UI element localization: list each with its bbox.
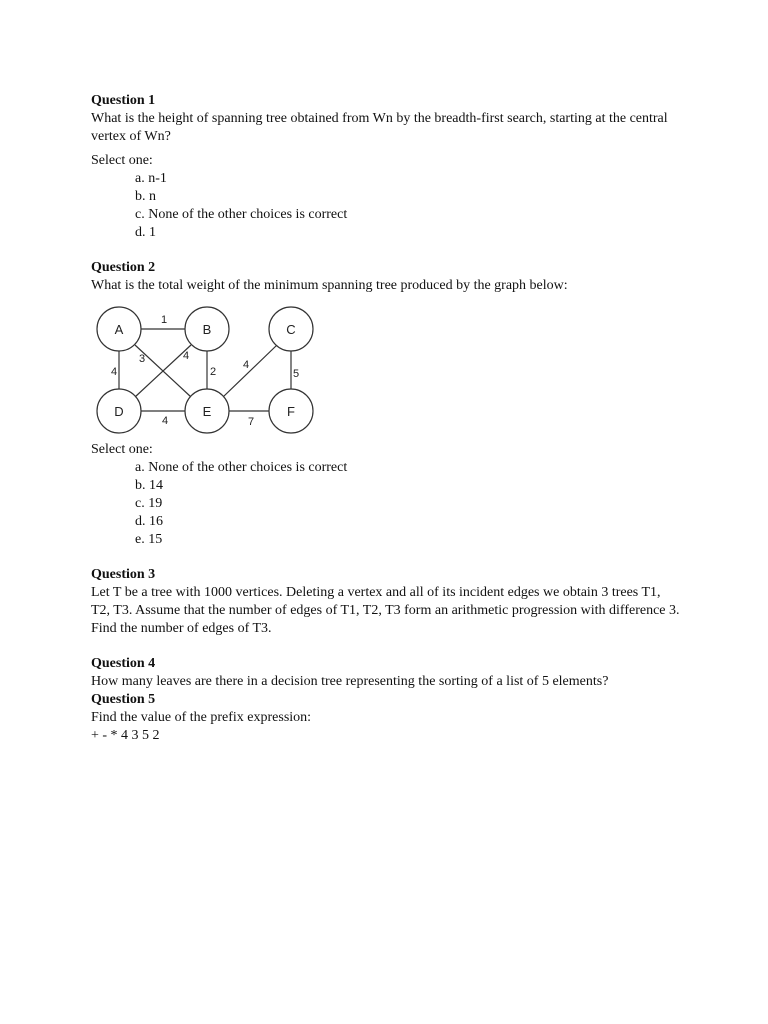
question-2-text: What is the total weight of the minimum spanning tree produced by the graph below:: [91, 278, 568, 293]
node-label-a: A: [114, 322, 124, 337]
question-3-text: Let T be a tree with 1000 vertices. Deleting a vertex and all of its incident edges we obtain 3 trees T1, T2, T3. Assume that the number of edges of T1, T2, T3 form an arithmetic progression with difference 3. Find the number of edges of T3.: [91, 585, 680, 636]
edge-weight-b-e: 2: [209, 366, 217, 378]
question-2-option-a: a. None of the other choices is correct: [135, 460, 348, 475]
question-2-options: [91, 459, 681, 549]
question-2-select-label: Select one:: [91, 442, 153, 457]
edge-weight-a-b: 1: [160, 314, 168, 326]
question-1-option-d: d. 1: [135, 225, 156, 240]
question-5-title: Question 5: [91, 692, 156, 707]
node-label-f: F: [287, 404, 295, 419]
question-1-select-label: Select one:: [91, 153, 153, 168]
edge-c-e: [223, 345, 277, 397]
question-5: [91, 691, 681, 745]
question-1-options: [91, 170, 681, 242]
question-4: [91, 655, 681, 691]
question-5-expression: + - * 4 3 5 2: [91, 728, 160, 743]
edge-weight-c-e: 4: [242, 359, 250, 371]
question-1: [91, 92, 681, 242]
question-2-option-e: e. 15: [135, 532, 163, 547]
node-label-b: B: [202, 322, 212, 337]
document-page: [91, 92, 681, 745]
question-4-title: Question 4: [91, 656, 156, 671]
question-5-text: Find the value of the prefix expression:: [91, 710, 312, 725]
question-4-text: How many leaves are there in a decision tree representing the sorting of a list of 5 elements?: [91, 674, 609, 689]
question-1-text: What is the height of spanning tree obtained from Wn by the breadth-first search, starting at the central vertex of Wn?: [91, 111, 668, 144]
edge-weight-c-f: 5: [292, 368, 300, 380]
question-2-option-b: b. 14: [135, 478, 163, 493]
question-3-title: Question 3: [91, 567, 156, 582]
question-2-option-d: d. 16: [135, 514, 163, 529]
edge-weight-a-e: 3: [138, 353, 146, 365]
question-1-option-c: c. None of the other choices is correct: [135, 207, 348, 222]
question-1-option-b: b. n: [135, 189, 156, 204]
node-label-c: C: [286, 322, 296, 337]
question-1-option-a: a. n-1: [135, 171, 167, 186]
question-2-option-c: c. 19: [135, 496, 163, 511]
weighted-graph-diagram: [95, 303, 317, 435]
edge-weight-b-d: 4: [182, 350, 190, 362]
edge-weight-d-e: 4: [161, 415, 169, 427]
question-2: [91, 259, 681, 549]
question-1-title: Question 1: [91, 93, 156, 108]
edge-weight-e-f: 7: [247, 416, 255, 428]
edge-weight-a-d: 4: [110, 366, 118, 378]
node-label-e: E: [202, 404, 212, 419]
node-label-d: D: [114, 404, 124, 419]
question-2-title: Question 2: [91, 260, 156, 275]
question-3: [91, 566, 681, 638]
